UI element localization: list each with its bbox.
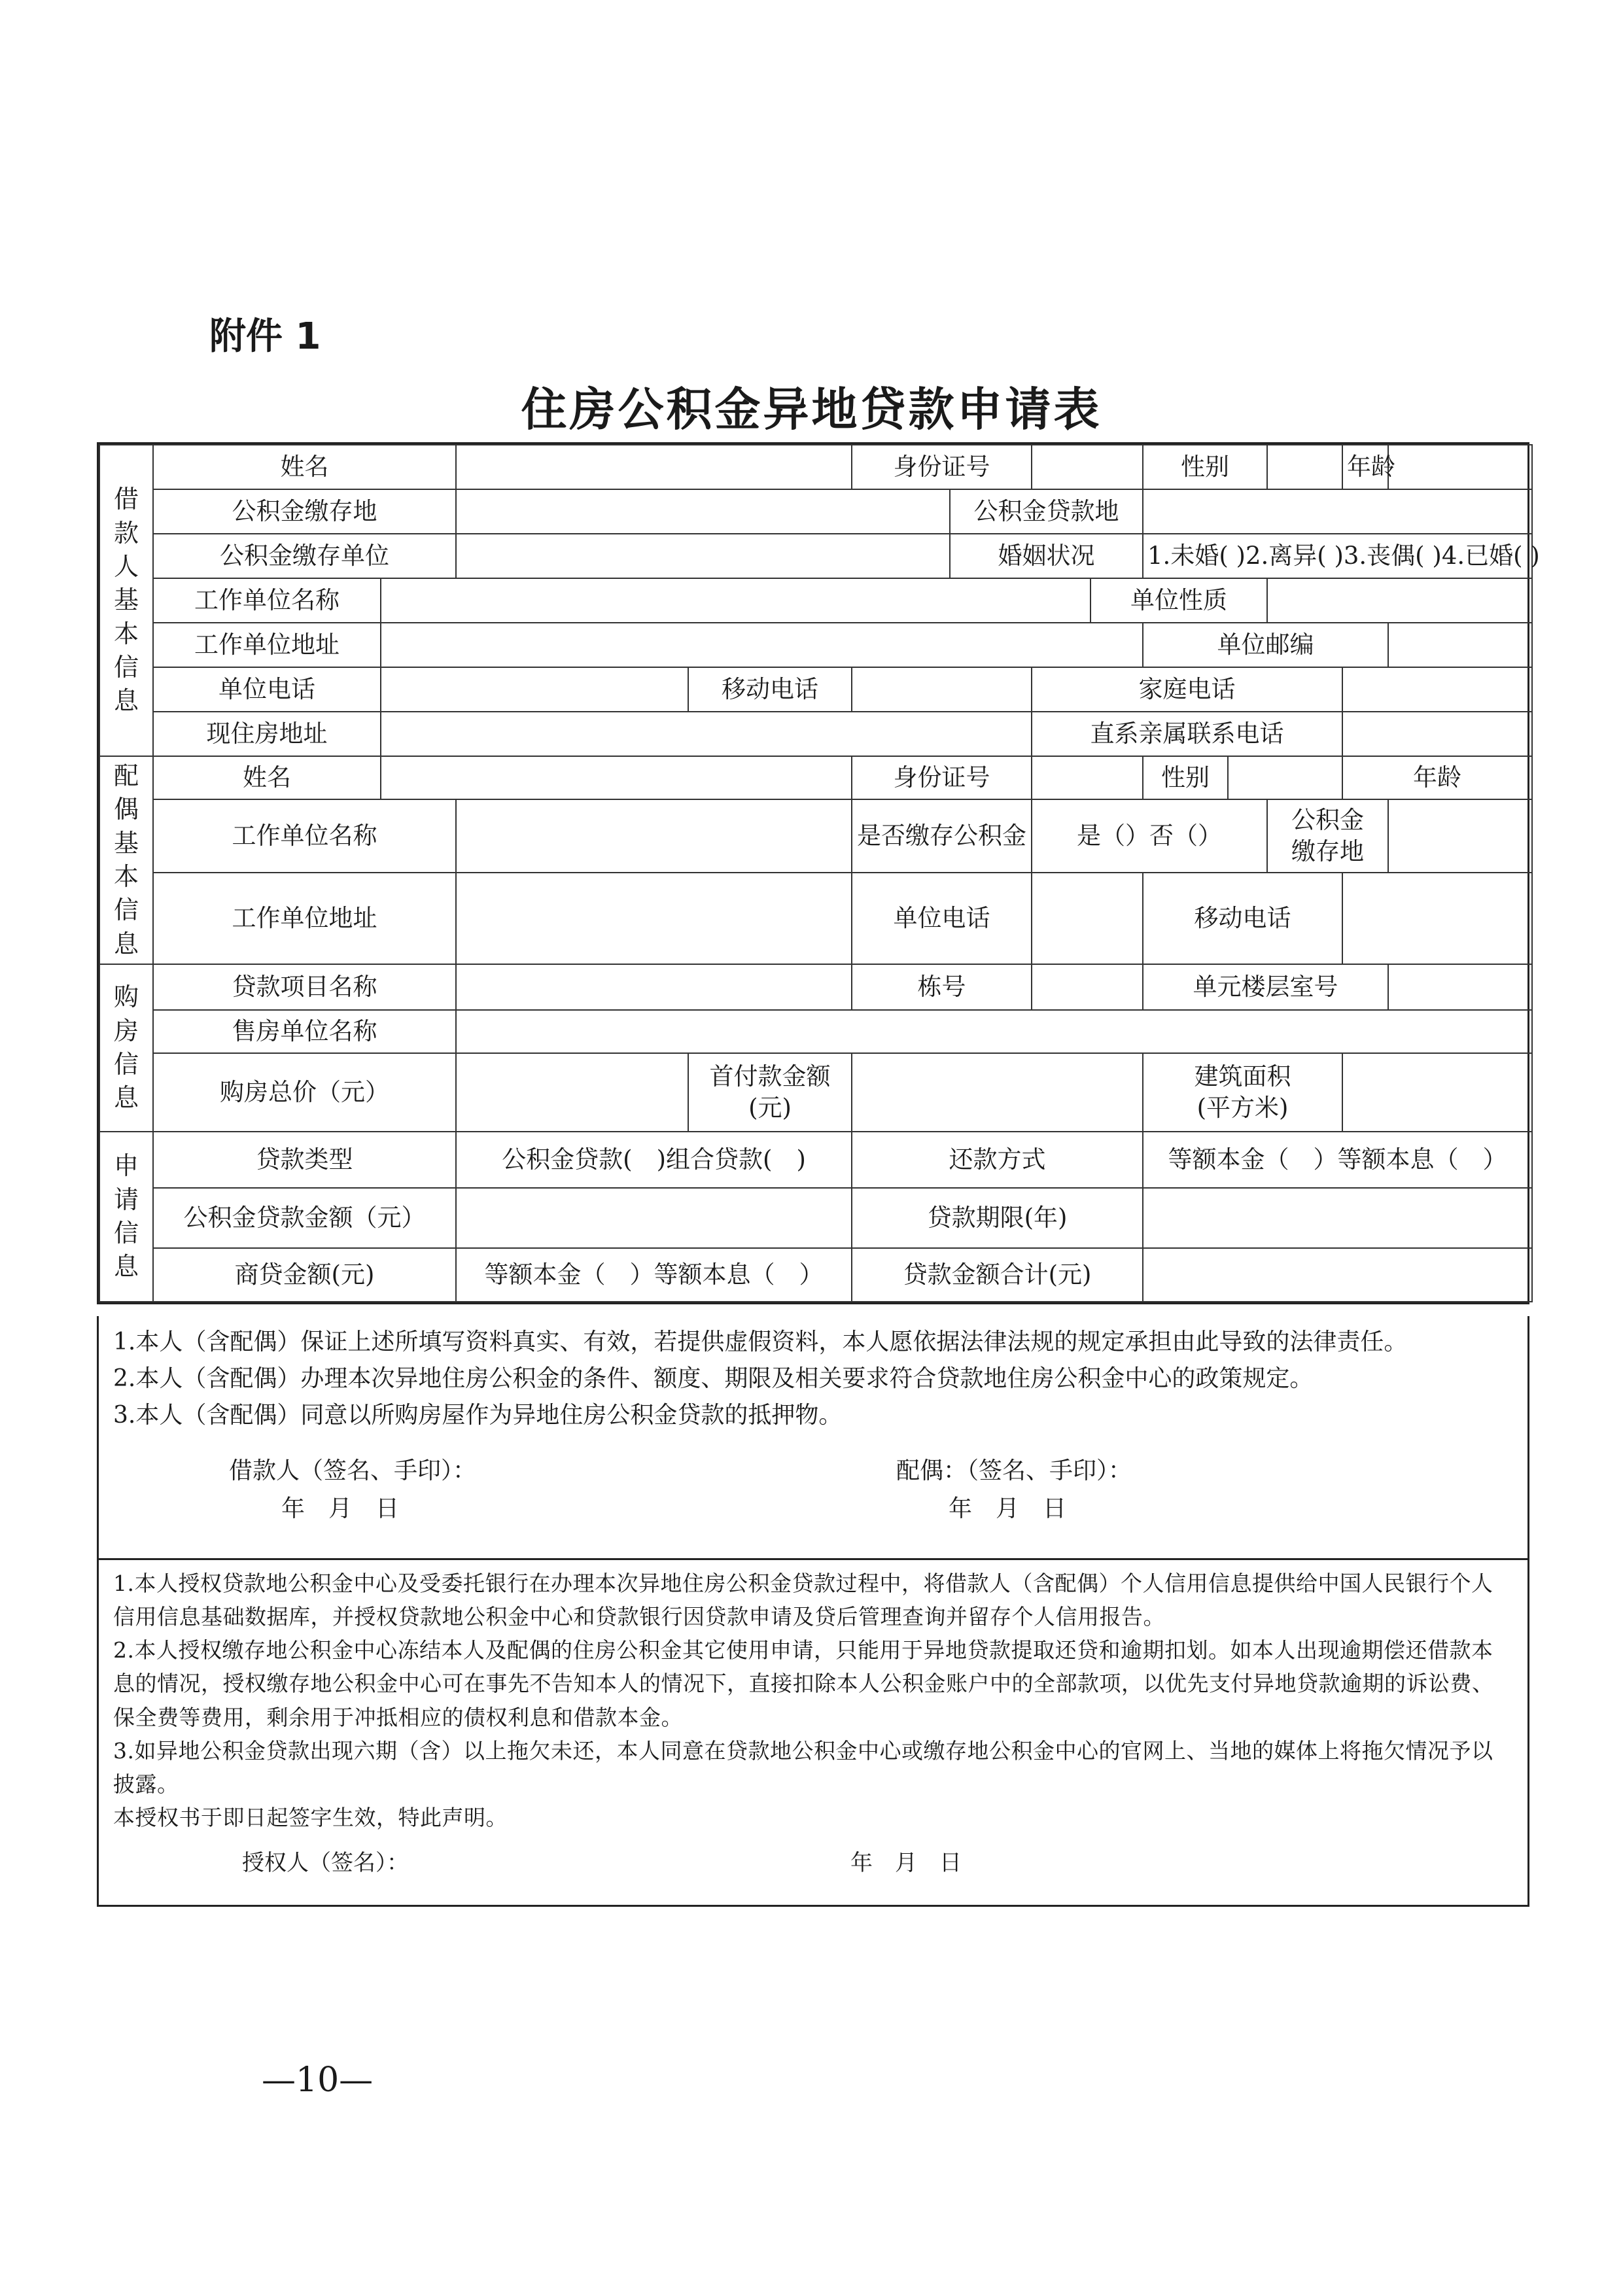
fund-deposit-unit-field[interactable]	[456, 534, 950, 578]
spouse-age-label: 年龄	[1342, 756, 1532, 799]
spouse-work-unit-name-label: 工作单位名称	[153, 799, 456, 873]
loan-term-label: 贷款期限(年)	[852, 1188, 1143, 1248]
loan-term-field[interactable]	[1143, 1188, 1532, 1248]
work-unit-name-label: 工作单位名称	[153, 578, 381, 623]
floor-area-field[interactable]	[1342, 1053, 1532, 1132]
mobile-label: 移动电话	[688, 667, 852, 712]
spouse-mobile-label: 移动电话	[1143, 873, 1342, 964]
form-title: 住房公积金异地贷款申请表	[521, 383, 1102, 436]
seller-name-field[interactable]	[456, 1010, 1532, 1053]
project-name-field[interactable]	[456, 964, 852, 1010]
relative-phone-field[interactable]	[1342, 712, 1532, 756]
borrower-id-label: 身份证号	[852, 445, 1032, 489]
section-purchase: 购 房 信 息	[99, 964, 153, 1132]
page-number: —10—	[262, 2061, 374, 2100]
spouse-id-field[interactable]	[1032, 756, 1143, 799]
marital-status-options[interactable]: 1.未婚( )2.离异( )3.丧偶( )4.已婚( )	[1143, 534, 1532, 578]
borrower-age-field[interactable]	[1388, 445, 1532, 489]
spouse-fund-paid-label: 是否缴存公积金	[852, 799, 1032, 873]
spouse-work-unit-address-label: 工作单位地址	[153, 873, 456, 964]
total-price-field[interactable]	[456, 1053, 688, 1132]
spouse-signature-label[interactable]: 配偶：（签名、手印）：	[896, 1457, 1132, 1484]
spouse-work-unit-name-field[interactable]	[456, 799, 852, 873]
borrower-id-field[interactable]	[1032, 445, 1143, 489]
down-payment-label: 首付款金额 (元)	[688, 1053, 852, 1132]
declaration-item: 2.本人（含配偶）办理本次异地住房公积金的条件、额度、期限及相关要求符合贷款地住房公积金中心的政策规定。	[113, 1365, 1314, 1392]
relative-phone-label: 直系亲属联系电话	[1032, 712, 1342, 756]
spouse-unit-phone-field[interactable]	[1032, 873, 1143, 964]
authorizer-signature-date: 年 月 日	[850, 1850, 962, 1876]
spouse-id-label: 身份证号	[852, 756, 1032, 799]
spouse-unit-phone-label: 单位电话	[852, 873, 1032, 964]
authorization-item: 1.本人授权贷款地公积金中心及受委托银行在办理本次异地住房公积金贷款过程中，将借款人（含配偶）个人信用信息提供给中国人民银行个人信用信息基础数据库，并授权贷款地公积金中心和贷款银行因贷款申请及贷后管理查询并留存个人信用报告。	[113, 1571, 1493, 1630]
fund-loan-place-label: 公积金贷款地	[950, 489, 1143, 534]
section-spouse: 配 偶 基 本 信 息	[99, 756, 153, 964]
section-application: 申 请 信 息	[99, 1132, 153, 1302]
declaration-item: 3.本人（含配偶）同意以所购房屋作为异地住房公积金贷款的抵押物。	[113, 1401, 843, 1429]
fund-loan-amount-label: 公积金贷款金额（元）	[153, 1188, 456, 1248]
total-price-label: 购房总价（元）	[153, 1053, 456, 1132]
borrower-gender-field[interactable]	[1267, 445, 1342, 489]
fund-deposit-unit-label: 公积金缴存单位	[153, 534, 456, 578]
spouse-fund-place-field[interactable]	[1388, 799, 1532, 873]
loan-type-label: 贷款类型	[153, 1132, 456, 1188]
unit-postcode-label: 单位邮编	[1143, 623, 1388, 667]
repay-method-options[interactable]: 等额本金（ ）等额本息（ ）	[1143, 1132, 1532, 1188]
section-borrower: 借 款 人 基 本 信 息	[99, 445, 153, 756]
current-address-label: 现住房地址	[153, 712, 381, 756]
authorization-item: 2.本人授权缴存地公积金中心冻结本人及配偶的住房公积金其它使用申请，只能用于异地贷款提取还贷和逾期扣划。如本人出现逾期偿还借款本息的情况，授权缴存地公积金中心可在事先不告知本人的情况下，直接扣除本人公积金账户中的全部款项，以优先支付异地贷款逾期的诉讼费、保全费等费用，剩余用于冲抵相应的债权利息和借款本金。	[113, 1637, 1494, 1730]
floor-area-label: 建筑面积 (平方米)	[1143, 1053, 1342, 1132]
unit-nature-label: 单位性质	[1091, 578, 1267, 623]
borrower-age-label: 年龄	[1342, 445, 1388, 489]
spouse-gender-label: 性别	[1143, 756, 1228, 799]
building-no-label: 栋号	[852, 964, 1032, 1010]
fund-loan-place-field[interactable]	[1143, 489, 1532, 534]
attachment-label: 附件 1	[209, 315, 321, 358]
authorization-item: 3.如异地公积金贷款出现六期（含）以上拖欠未还，本人同意在贷款地公积金中心或缴存地公积金中心的官网上、当地的媒体上将拖欠情况予以披露。	[113, 1737, 1493, 1797]
borrower-name-label: 姓名	[153, 445, 456, 489]
loan-type-options[interactable]: 公积金贷款( )组合贷款( )	[456, 1132, 852, 1188]
commercial-repay-options[interactable]: 等额本金（ ）等额本息（ ）	[456, 1248, 852, 1302]
work-unit-address-label: 工作单位地址	[153, 623, 381, 667]
borrower-signature-date: 年 月 日	[281, 1495, 400, 1522]
unit-floor-room-label: 单元楼层室号	[1143, 964, 1388, 1010]
spouse-work-unit-address-field[interactable]	[456, 873, 852, 964]
current-address-field[interactable]	[381, 712, 1032, 756]
work-unit-name-field[interactable]	[381, 578, 1091, 623]
authorizer-signature-label[interactable]: 授权人（签名）：	[242, 1850, 409, 1876]
marital-status-label: 婚姻状况	[950, 534, 1143, 578]
fund-deposit-place-field[interactable]	[456, 489, 950, 534]
unit-postcode-field[interactable]	[1388, 623, 1532, 667]
borrower-signature-label[interactable]: 借款人（签名、手印）：	[229, 1457, 477, 1484]
total-amount-label: 贷款金额合计(元)	[852, 1248, 1143, 1302]
spouse-name-label: 姓名	[153, 756, 381, 799]
home-phone-field[interactable]	[1342, 667, 1532, 712]
repay-method-label: 还款方式	[852, 1132, 1143, 1188]
down-payment-field[interactable]	[852, 1053, 1143, 1132]
work-unit-address-field[interactable]	[381, 623, 1143, 667]
home-phone-label: 家庭电话	[1032, 667, 1342, 712]
application-form	[97, 442, 1540, 1304]
borrower-gender-label: 性别	[1143, 445, 1267, 489]
building-no-field[interactable]	[1032, 964, 1143, 1010]
authorization-item: 本授权书于即日起签字生效，特此声明。	[113, 1804, 508, 1830]
spouse-signature-date: 年 月 日	[949, 1495, 1067, 1522]
declaration-block	[97, 1316, 1529, 1560]
unit-phone-label: 单位电话	[153, 667, 381, 712]
spouse-name-field[interactable]	[381, 756, 852, 799]
unit-nature-field[interactable]	[1267, 578, 1532, 623]
seller-name-label: 售房单位名称	[153, 1010, 456, 1053]
spouse-mobile-field[interactable]	[1342, 873, 1532, 964]
total-amount-field[interactable]	[1143, 1248, 1532, 1302]
project-name-label: 贷款项目名称	[153, 964, 456, 1010]
fund-deposit-place-label: 公积金缴存地	[153, 489, 456, 534]
spouse-gender-field[interactable]	[1228, 756, 1342, 799]
spouse-fund-paid-options[interactable]: 是（）否（）	[1032, 799, 1267, 873]
declaration-item: 1.本人（含配偶）保证上述所填写资料真实、有效，若提供虚假资料，本人愿依据法律法规的规定承担由此导致的法律责任。	[113, 1329, 1408, 1355]
unit-floor-room-field[interactable]	[1388, 964, 1532, 1010]
spouse-fund-place-label: 公积金 缴存地	[1267, 799, 1388, 873]
fund-loan-amount-field[interactable]	[456, 1188, 852, 1248]
commercial-amount-label: 商贷金额(元)	[153, 1248, 456, 1302]
unit-phone-field[interactable]	[381, 667, 688, 712]
borrower-name-field[interactable]	[456, 445, 852, 489]
mobile-field[interactable]	[852, 667, 1032, 712]
